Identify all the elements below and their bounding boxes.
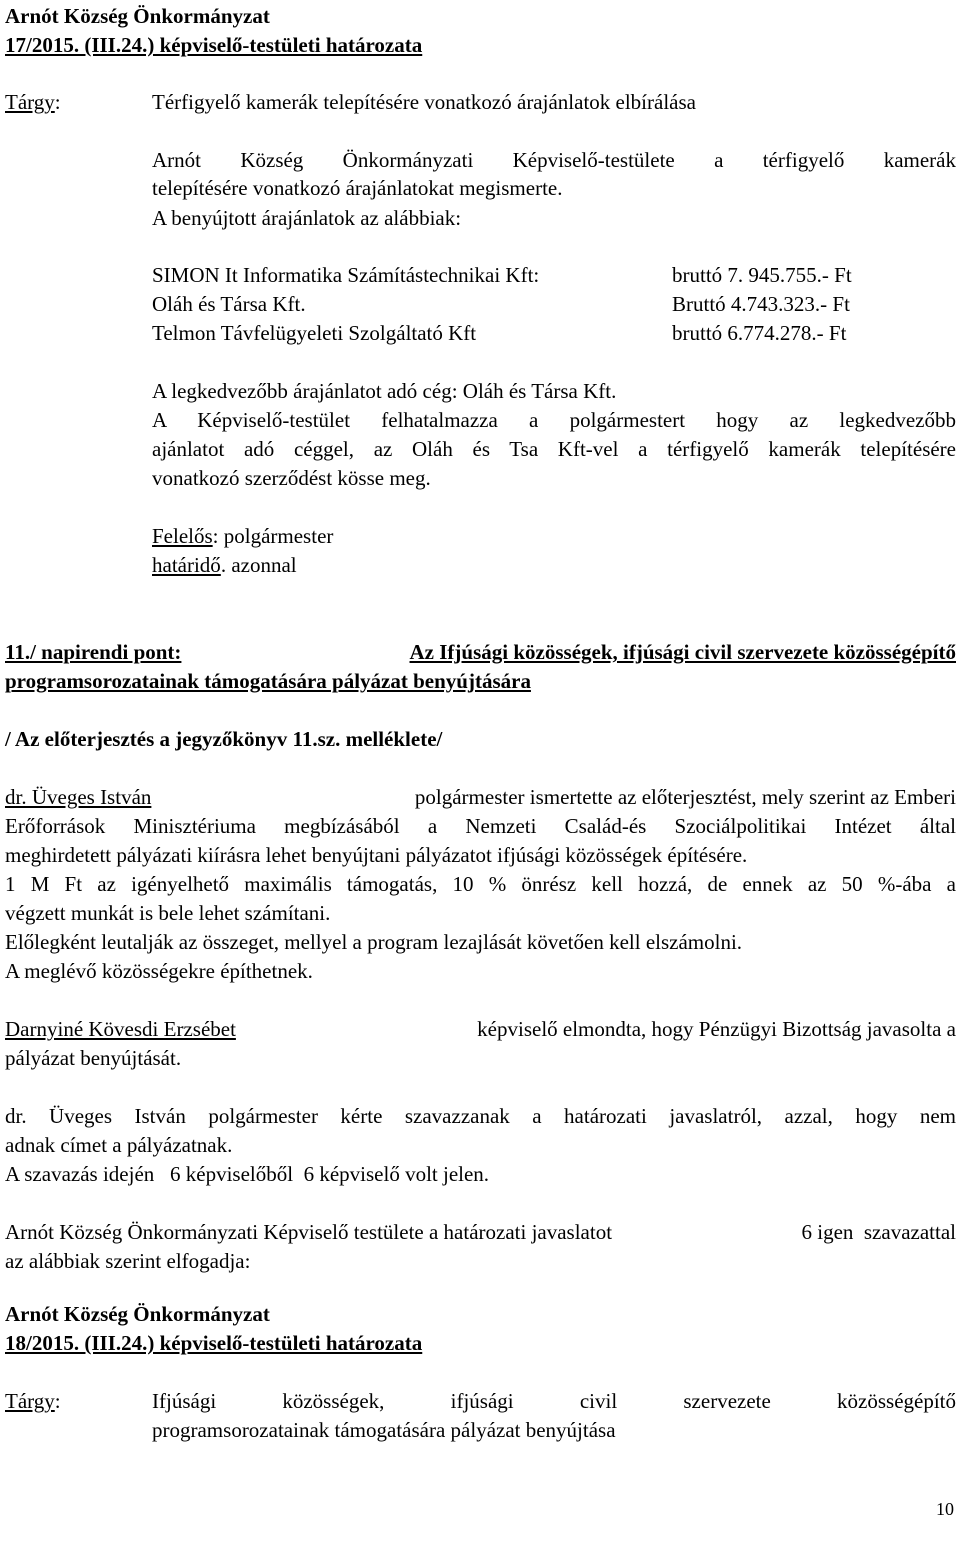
p4-line-1-left: Arnót Község Önkormányzati Képviselő testülete a határozati javaslatot	[5, 1220, 613, 1244]
offer-company-1: SIMON It Informatika Számítástechnikai Kft:	[152, 263, 540, 287]
responsible-label: Felelős	[152, 524, 213, 548]
authorization-line-3: vonatkozó szerződést kösse meg.	[152, 466, 431, 490]
resolution2-number: 18/2015. (III.24.) képviselő-testületi határozata	[5, 1331, 423, 1355]
authorization-line-1: A Képviselő-testület felhatalmazza a polgármestert hogy az legkedvezőbb	[152, 408, 956, 432]
p3-line-3: A szavazás idején 6 képviselőből 6 képviselő volt jelen.	[5, 1162, 490, 1186]
offer-price-2: Bruttó 4.743.323.- Ft	[672, 292, 850, 316]
agenda-heading-line-1	[5, 640, 956, 664]
subject-colon: :	[54, 90, 61, 114]
p1-line-3: meghirdetett pályázati kiírásra lehet benyújtani pályázatot ifjúsági közösségek építésére.	[5, 843, 748, 867]
p2-line-1	[5, 1017, 956, 1041]
p1-line-7: A meglévő közösségekre építhetnek.	[5, 959, 313, 983]
subject-label-text: Tárgy	[5, 90, 55, 114]
offers-intro: A benyújtott árajánlatok az alábbiak:	[152, 206, 462, 230]
p2-line-1-rest: képviselő elmondta, hogy Pénzügyi Bizottság javasolta a	[477, 1017, 956, 1041]
resolution-number: 17/2015. (III.24.) képviselő-testületi határozata	[5, 33, 423, 57]
intro-line-2: telepítésére vonatkozó árajánlatokat megismerte.	[152, 176, 563, 200]
agenda-attachment: / Az előterjesztés a jegyzőkönyv 11.sz. melléklete/	[5, 727, 443, 751]
p1-line-4: 1 M Ft az igényelhető maximális támogatás, 10 % önrész kell hozzá, de ennek az 50 %-ába a	[5, 872, 956, 896]
agenda-title-1: Az Ifjúsági közösségek, ifjúsági civil szervezete közösségépítő	[409, 640, 956, 664]
resolution2-org: Arnót Község Önkormányzat	[5, 1302, 270, 1326]
offer-price-1: bruttó 7. 945.755.- Ft	[672, 263, 852, 287]
responsible-value: : polgármester	[212, 524, 334, 548]
page-number: 10	[936, 1499, 954, 1519]
subject-text: Térfigyelő kamerák telepítésére vonatkozó árajánlatok elbírálása	[152, 90, 696, 114]
deadline	[152, 553, 297, 577]
p3-line-1: dr. Üveges István polgármester kérte szavazzanak a határozati javaslatról, azzal, hogy nem	[5, 1104, 956, 1128]
p1-line-2: Erőforrások Minisztériuma megbízásából a Nemzeti Család-és Szociálpolitikai Intézet által	[5, 814, 956, 838]
p2-speaker: Darnyiné Kövesdi Erzsébet	[5, 1017, 236, 1041]
subject2-colon: :	[54, 1389, 61, 1413]
p1-line-5: végzett munkát is bele lehet számítani.	[5, 901, 331, 925]
subject2-label	[5, 1389, 61, 1413]
subject-label	[5, 90, 61, 114]
deadline-label: határidő	[152, 553, 221, 577]
deadline-value: . azonnal	[220, 553, 297, 577]
subject2-line-2: programsorozatainak támogatására pályázat benyújtása	[152, 1418, 616, 1442]
p1-line-1-rest: polgármester ismertette az előterjesztést, mely szerint az Emberi	[414, 785, 956, 809]
authorization-line-2: ajánlatot adó céggel, az Oláh és Tsa Kft-vel a térfigyelő kamerák telepítésére	[152, 437, 956, 461]
p1-line-6: Előlegként leutalják az összeget, mellyel a program lezajlását követően kell elszámolni.	[5, 930, 743, 954]
p1-line-1	[5, 785, 956, 809]
p4-line-2: az alábbiak szerint elfogadja:	[5, 1249, 251, 1273]
intro-line-1: Arnót Község Önkormányzati Képviselő-testülete a térfigyelő kamerák	[152, 148, 956, 172]
p4-line-1	[5, 1220, 956, 1244]
agenda-number: 11./ napirendi pont:	[5, 640, 182, 664]
p1-speaker: dr. Üveges István	[5, 785, 152, 809]
agenda-title-2: programsorozatainak támogatására pályázat benyújtására	[5, 669, 531, 693]
p4-line-1-right: 6 igen szavazattal	[801, 1220, 956, 1244]
p2-line-2: pályázat benyújtását.	[5, 1046, 182, 1070]
best-offer: A legkedvezőbb árajánlatot adó cég: Oláh és Társa Kft.	[152, 379, 617, 403]
offer-price-3: bruttó 6.774.278.- Ft	[672, 321, 847, 345]
subject2-label-text: Tárgy	[5, 1389, 55, 1413]
offer-company-3: Telmon Távfelügyeleti Szolgáltató Kft	[152, 321, 477, 345]
responsible	[152, 524, 333, 548]
p3-line-2: adnak címet a pályázatnak.	[5, 1133, 233, 1157]
subject2-line-1: Ifjúsági közösségek, ifjúsági civil szervezete közösségépítő	[152, 1389, 956, 1413]
resolution-org: Arnót Község Önkormányzat	[5, 4, 270, 28]
offer-company-2: Oláh és Társa Kft.	[152, 292, 306, 316]
